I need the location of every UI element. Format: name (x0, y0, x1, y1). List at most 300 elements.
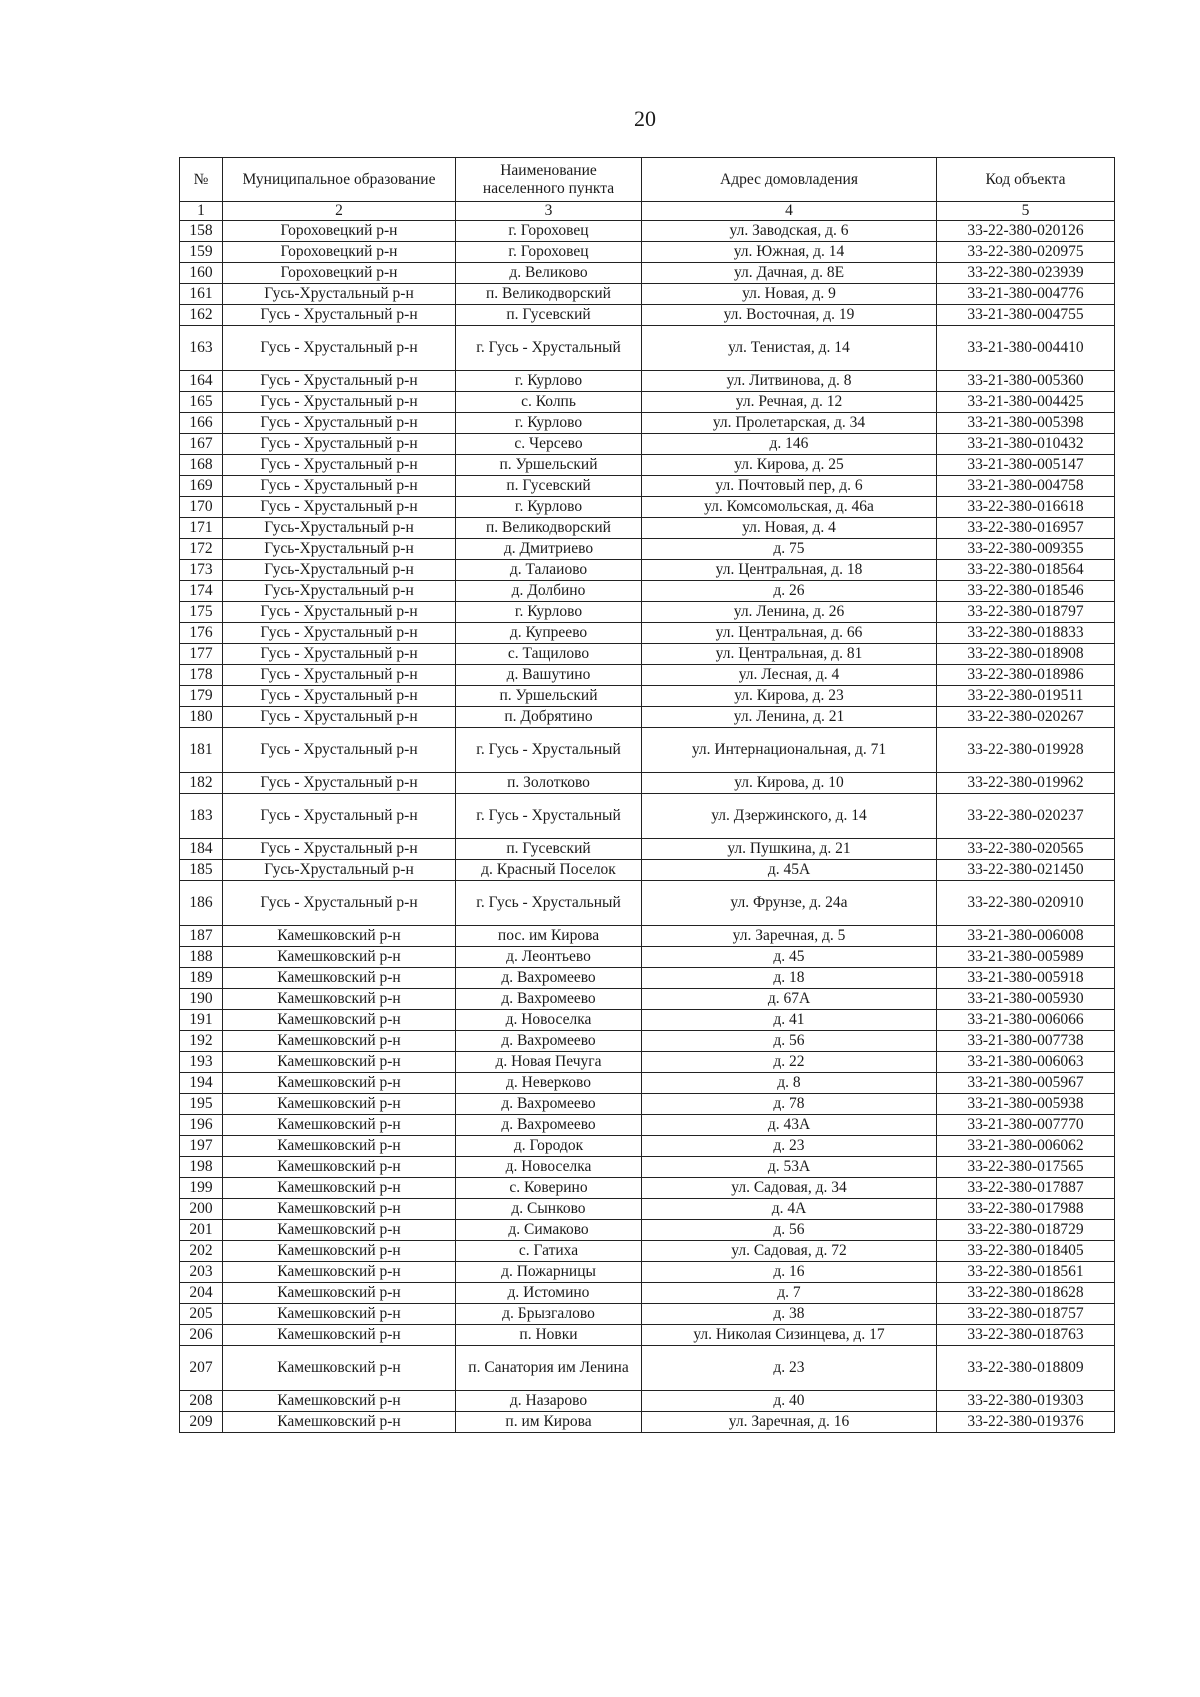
address-cell: ул. Новая, д. 9 (642, 284, 937, 305)
locality-cell: д. Назарово (456, 1391, 642, 1412)
table-row (180, 926, 1115, 947)
table-row (180, 1073, 1115, 1094)
object-code-cell: 33-21-380-006008 (937, 926, 1115, 947)
row-number-cell: 209 (180, 1412, 223, 1433)
address-cell: ул. Садовая, д. 72 (642, 1241, 937, 1262)
address-cell: д. 53А (642, 1157, 937, 1178)
row-number-cell: 206 (180, 1325, 223, 1346)
locality-cell: п. Гусевский (456, 476, 642, 497)
locality-cell: г. Курлово (456, 413, 642, 434)
address-cell: д. 78 (642, 1094, 937, 1115)
municipality-cell: Камешковский р-н (223, 1283, 456, 1304)
municipality-cell: Гусь - Хрустальный р-н (223, 371, 456, 392)
municipality-cell: Гусь - Хрустальный р-н (223, 326, 456, 371)
locality-cell: п. Уршельский (456, 455, 642, 476)
row-number-cell: 207 (180, 1346, 223, 1391)
locality-cell: д. Леонтьево (456, 947, 642, 968)
municipality-cell: Камешковский р-н (223, 1346, 456, 1391)
municipality-cell: Камешковский р-н (223, 1412, 456, 1433)
table-row (180, 1052, 1115, 1073)
table-row (180, 989, 1115, 1010)
row-number-cell: 186 (180, 881, 223, 926)
row-number-cell: 160 (180, 263, 223, 284)
row-number-cell: 166 (180, 413, 223, 434)
table-row (180, 728, 1115, 773)
municipality-cell: Камешковский р-н (223, 1178, 456, 1199)
locality-cell: д. Истомино (456, 1283, 642, 1304)
municipality-cell: Камешковский р-н (223, 1115, 456, 1136)
object-code-cell: 33-22-380-018405 (937, 1241, 1115, 1262)
address-cell: ул. Ленина, д. 26 (642, 602, 937, 623)
address-cell: д. 75 (642, 539, 937, 560)
locality-cell: п. им Кирова (456, 1412, 642, 1433)
table-row (180, 1010, 1115, 1031)
table-row (180, 860, 1115, 881)
table-row (180, 794, 1115, 839)
municipality-cell: Камешковский р-н (223, 1241, 456, 1262)
locality-cell: п. Золотково (456, 773, 642, 794)
object-code-cell: 33-22-380-017887 (937, 1178, 1115, 1199)
locality-cell: п. Уршельский (456, 686, 642, 707)
municipality-cell: Гусь - Хрустальный р-н (223, 839, 456, 860)
object-code-cell: 33-22-380-018797 (937, 602, 1115, 623)
address-cell: ул. Центральная, д. 18 (642, 560, 937, 581)
municipality-cell: Камешковский р-н (223, 968, 456, 989)
object-code-cell: 33-22-380-016618 (937, 497, 1115, 518)
object-code-cell: 33-21-380-007770 (937, 1115, 1115, 1136)
address-cell: д. 16 (642, 1262, 937, 1283)
municipality-cell: Гусь-Хрустальный р-н (223, 284, 456, 305)
row-number-cell: 196 (180, 1115, 223, 1136)
municipality-cell: Гороховецкий р-н (223, 263, 456, 284)
address-cell: ул. Интернациональная, д. 71 (642, 728, 937, 773)
address-cell: д. 22 (642, 1052, 937, 1073)
locality-cell: г. Гороховец (456, 221, 642, 242)
locality-cell: п. Санатория им Ленина (456, 1346, 642, 1391)
locality-cell: с. Гатиха (456, 1241, 642, 1262)
object-code-cell: 33-21-380-005938 (937, 1094, 1115, 1115)
table-row (180, 326, 1115, 371)
locality-cell: г. Гусь - Хрустальный (456, 794, 642, 839)
table-row (180, 707, 1115, 728)
header-row (180, 158, 1115, 202)
object-code-cell: 33-22-380-019962 (937, 773, 1115, 794)
page-number: 20 (634, 106, 656, 131)
municipality-cell: Гусь-Хрустальный р-н (223, 860, 456, 881)
table-row (180, 686, 1115, 707)
row-number-cell: 208 (180, 1391, 223, 1412)
table-row (180, 773, 1115, 794)
locality-cell: д. Вахромеево (456, 968, 642, 989)
locality-cell: д. Вахромеево (456, 1094, 642, 1115)
municipality-cell: Камешковский р-н (223, 1094, 456, 1115)
locality-cell: д. Вахромеево (456, 1115, 642, 1136)
column-number: 2 (223, 202, 456, 221)
address-cell: д. 18 (642, 968, 937, 989)
row-number-cell: 202 (180, 1241, 223, 1262)
table-row (180, 1283, 1115, 1304)
municipality-cell: Камешковский р-н (223, 1199, 456, 1220)
object-code-cell: 33-21-380-007738 (937, 1031, 1115, 1052)
municipality-cell: Камешковский р-н (223, 1391, 456, 1412)
address-cell: ул. Фрунзе, д. 24а (642, 881, 937, 926)
locality-cell: пос. им Кирова (456, 926, 642, 947)
table-row (180, 518, 1115, 539)
address-cell: д. 23 (642, 1346, 937, 1391)
locality-cell: д. Новоселка (456, 1010, 642, 1031)
row-number-cell: 194 (180, 1073, 223, 1094)
table-row (180, 1412, 1115, 1433)
municipality-cell: Камешковский р-н (223, 1031, 456, 1052)
municipality-cell: Гусь - Хрустальный р-н (223, 686, 456, 707)
object-code-cell: 33-21-380-005930 (937, 989, 1115, 1010)
object-code-cell: 33-22-380-018986 (937, 665, 1115, 686)
locality-cell: д. Городок (456, 1136, 642, 1157)
municipality-cell: Камешковский р-н (223, 1262, 456, 1283)
row-number-cell: 179 (180, 686, 223, 707)
locality-cell: д. Долбино (456, 581, 642, 602)
table-row (180, 1031, 1115, 1052)
locality-cell: д. Неверково (456, 1073, 642, 1094)
locality-cell: г. Гусь - Хрустальный (456, 326, 642, 371)
address-cell: ул. Новая, д. 4 (642, 518, 937, 539)
address-cell: ул. Комсомольская, д. 46а (642, 497, 937, 518)
address-cell: ул. Почтовый пер, д. 6 (642, 476, 937, 497)
address-cell: д. 146 (642, 434, 937, 455)
object-code-cell: 33-22-380-019376 (937, 1412, 1115, 1433)
address-cell: ул. Лесная, д. 4 (642, 665, 937, 686)
address-cell: ул. Кирова, д. 25 (642, 455, 937, 476)
address-cell: ул. Литвинова, д. 8 (642, 371, 937, 392)
locality-cell: г. Курлово (456, 371, 642, 392)
object-code-cell: 33-21-380-004410 (937, 326, 1115, 371)
table-row (180, 839, 1115, 860)
row-number-cell: 167 (180, 434, 223, 455)
row-number-cell: 200 (180, 1199, 223, 1220)
municipality-cell: Гороховецкий р-н (223, 242, 456, 263)
object-code-cell: 33-21-380-010432 (937, 434, 1115, 455)
object-code-cell: 33-22-380-016957 (937, 518, 1115, 539)
address-cell: ул. Восточная, д. 19 (642, 305, 937, 326)
object-code-cell: 33-22-380-019928 (937, 728, 1115, 773)
municipality-cell: Гусь-Хрустальный р-н (223, 518, 456, 539)
table-row (180, 665, 1115, 686)
locality-cell: с. Тащилово (456, 644, 642, 665)
municipality-cell: Гусь - Хрустальный р-н (223, 602, 456, 623)
municipality-cell: Гусь - Хрустальный р-н (223, 773, 456, 794)
municipality-cell: Гороховецкий р-н (223, 221, 456, 242)
address-cell: ул. Дачная, д. 8Е (642, 263, 937, 284)
row-number-cell: 205 (180, 1304, 223, 1325)
object-code-cell: 33-22-380-019303 (937, 1391, 1115, 1412)
row-number-cell: 188 (180, 947, 223, 968)
table-row (180, 221, 1115, 242)
locality-cell: д. Новоселка (456, 1157, 642, 1178)
municipality-cell: Гусь - Хрустальный р-н (223, 728, 456, 773)
object-code-cell: 33-22-380-018809 (937, 1346, 1115, 1391)
object-code-cell: 33-22-380-009355 (937, 539, 1115, 560)
municipality-cell: Гусь - Хрустальный р-н (223, 413, 456, 434)
table-row (180, 1136, 1115, 1157)
municipality-cell: Гусь - Хрустальный р-н (223, 881, 456, 926)
locality-cell: п. Гусевский (456, 839, 642, 860)
municipality-cell: Гусь - Хрустальный р-н (223, 794, 456, 839)
table-row (180, 1262, 1115, 1283)
row-number-cell: 198 (180, 1157, 223, 1178)
locality-cell: д. Вашутино (456, 665, 642, 686)
address-cell: ул. Дзержинского, д. 14 (642, 794, 937, 839)
column-number: 5 (937, 202, 1115, 221)
address-cell: д. 56 (642, 1220, 937, 1241)
table-row (180, 284, 1115, 305)
municipality-cell: Гусь-Хрустальный р-н (223, 560, 456, 581)
locality-cell: д. Красный Поселок (456, 860, 642, 881)
column-number: 1 (180, 202, 223, 221)
locality-cell: д. Вахромеево (456, 1031, 642, 1052)
row-number-cell: 182 (180, 773, 223, 794)
row-number-cell: 164 (180, 371, 223, 392)
object-code-cell: 33-21-380-005360 (937, 371, 1115, 392)
row-number-cell: 172 (180, 539, 223, 560)
row-number-cell: 199 (180, 1178, 223, 1199)
column-number: 3 (456, 202, 642, 221)
address-cell: д. 40 (642, 1391, 937, 1412)
locality-cell: п. Новки (456, 1325, 642, 1346)
row-number-cell: 176 (180, 623, 223, 644)
municipality-cell: Камешковский р-н (223, 947, 456, 968)
row-number-cell: 161 (180, 284, 223, 305)
address-cell: ул. Заречная, д. 5 (642, 926, 937, 947)
address-cell: ул. Заречная, д. 16 (642, 1412, 937, 1433)
locality-cell: д. Сынково (456, 1199, 642, 1220)
row-number-cell: 183 (180, 794, 223, 839)
table-row (180, 560, 1115, 581)
object-code-cell: 33-21-380-005147 (937, 455, 1115, 476)
row-number-cell: 163 (180, 326, 223, 371)
object-code-cell: 33-22-380-017565 (937, 1157, 1115, 1178)
locality-cell: г. Гороховец (456, 242, 642, 263)
table-row (180, 1325, 1115, 1346)
address-cell: д. 7 (642, 1283, 937, 1304)
object-code-cell: 33-22-380-020565 (937, 839, 1115, 860)
table-row (180, 305, 1115, 326)
locality-cell: п. Гусевский (456, 305, 642, 326)
row-number-cell: 178 (180, 665, 223, 686)
object-code-cell: 33-22-380-018908 (937, 644, 1115, 665)
address-cell: д. 45 (642, 947, 937, 968)
row-number-cell: 203 (180, 1262, 223, 1283)
locality-cell: д. Брызгалово (456, 1304, 642, 1325)
row-number-cell: 168 (180, 455, 223, 476)
municipality-cell: Камешковский р-н (223, 1157, 456, 1178)
municipality-cell: Камешковский р-н (223, 1073, 456, 1094)
locality-cell: д. Купреево (456, 623, 642, 644)
municipality-cell: Гусь - Хрустальный р-н (223, 707, 456, 728)
address-cell: ул. Южная, д. 14 (642, 242, 937, 263)
municipality-cell: Гусь - Хрустальный р-н (223, 455, 456, 476)
address-cell: д. 23 (642, 1136, 937, 1157)
object-code-cell: 33-22-380-018833 (937, 623, 1115, 644)
object-code-cell: 33-21-380-005967 (937, 1073, 1115, 1094)
table-row (180, 1220, 1115, 1241)
table-row (180, 434, 1115, 455)
object-code-cell: 33-22-380-018729 (937, 1220, 1115, 1241)
row-number-cell: 170 (180, 497, 223, 518)
municipality-cell: Камешковский р-н (223, 989, 456, 1010)
table-row (180, 413, 1115, 434)
address-cell: д. 38 (642, 1304, 937, 1325)
row-number-cell: 174 (180, 581, 223, 602)
table-row (180, 947, 1115, 968)
table-row (180, 644, 1115, 665)
locality-cell: г. Курлово (456, 602, 642, 623)
table-row (180, 1391, 1115, 1412)
header-address: Адрес домовладения (642, 158, 937, 202)
locality-cell: г. Гусь - Хрустальный (456, 728, 642, 773)
row-number-cell: 158 (180, 221, 223, 242)
municipality-cell: Камешковский р-н (223, 1325, 456, 1346)
column-number: 4 (642, 202, 937, 221)
row-number-cell: 191 (180, 1010, 223, 1031)
object-code-cell: 33-22-380-020267 (937, 707, 1115, 728)
object-code-cell: 33-21-380-006063 (937, 1052, 1115, 1073)
row-number-cell: 197 (180, 1136, 223, 1157)
municipality-cell: Гусь - Хрустальный р-н (223, 476, 456, 497)
object-code-cell: 33-21-380-006066 (937, 1010, 1115, 1031)
table-row (180, 476, 1115, 497)
municipality-cell: Гусь-Хрустальный р-н (223, 539, 456, 560)
object-code-cell: 33-21-380-004425 (937, 392, 1115, 413)
row-number-cell: 201 (180, 1220, 223, 1241)
object-code-cell: 33-22-380-023939 (937, 263, 1115, 284)
table-row (180, 539, 1115, 560)
locality-cell: п. Великодворский (456, 518, 642, 539)
municipality-cell: Гусь - Хрустальный р-н (223, 392, 456, 413)
header-municipality: Муниципальное образование (223, 158, 456, 202)
locality-cell: г. Курлово (456, 497, 642, 518)
address-cell: ул. Кирова, д. 10 (642, 773, 937, 794)
row-number-cell: 159 (180, 242, 223, 263)
address-cell: д. 56 (642, 1031, 937, 1052)
row-number-cell: 169 (180, 476, 223, 497)
table-body (180, 221, 1115, 1433)
object-code-cell: 33-22-380-020237 (937, 794, 1115, 839)
municipality-cell: Гусь - Хрустальный р-н (223, 623, 456, 644)
header-number: № (180, 158, 223, 202)
address-cell: д. 67А (642, 989, 937, 1010)
object-code-cell: 33-22-380-020975 (937, 242, 1115, 263)
address-cell: ул. Николая Сизинцева, д. 17 (642, 1325, 937, 1346)
locality-cell: д. Симаково (456, 1220, 642, 1241)
object-code-cell: 33-22-380-018561 (937, 1262, 1115, 1283)
locality-cell: с. Коверино (456, 1178, 642, 1199)
row-number-cell: 177 (180, 644, 223, 665)
address-cell: ул. Пролетарская, д. 34 (642, 413, 937, 434)
municipality-cell: Камешковский р-н (223, 1136, 456, 1157)
municipality-cell: Камешковский р-н (223, 1052, 456, 1073)
row-number-cell: 187 (180, 926, 223, 947)
address-cell: ул. Центральная, д. 66 (642, 623, 937, 644)
address-cell: ул. Речная, д. 12 (642, 392, 937, 413)
object-code-cell: 33-22-380-020910 (937, 881, 1115, 926)
table-row (180, 371, 1115, 392)
row-number-cell: 173 (180, 560, 223, 581)
table-row (180, 392, 1115, 413)
table-header (180, 158, 1115, 221)
address-cell: ул. Кирова, д. 23 (642, 686, 937, 707)
table-row (180, 1094, 1115, 1115)
row-number-cell: 189 (180, 968, 223, 989)
locality-cell: д. Великово (456, 263, 642, 284)
households-table (179, 157, 1115, 1433)
row-number-cell: 185 (180, 860, 223, 881)
table-row (180, 1346, 1115, 1391)
object-code-cell: 33-22-380-018546 (937, 581, 1115, 602)
object-code-cell: 33-21-380-005918 (937, 968, 1115, 989)
locality-cell: с. Черсево (456, 434, 642, 455)
locality-cell: д. Дмитриево (456, 539, 642, 560)
municipality-cell: Гусь - Хрустальный р-н (223, 434, 456, 455)
row-number-cell: 184 (180, 839, 223, 860)
row-number-cell: 175 (180, 602, 223, 623)
address-cell: ул. Садовая, д. 34 (642, 1178, 937, 1199)
row-number-cell: 195 (180, 1094, 223, 1115)
object-code-cell: 33-22-380-018763 (937, 1325, 1115, 1346)
row-number-cell: 193 (180, 1052, 223, 1073)
object-code-cell: 33-22-380-020126 (937, 221, 1115, 242)
object-code-cell: 33-22-380-019511 (937, 686, 1115, 707)
object-code-cell: 33-22-380-018564 (937, 560, 1115, 581)
locality-cell: д. Новая Печуга (456, 1052, 642, 1073)
table-row (180, 1178, 1115, 1199)
table-row (180, 242, 1115, 263)
row-number-cell: 180 (180, 707, 223, 728)
locality-cell: г. Гусь - Хрустальный (456, 881, 642, 926)
address-cell: д. 43А (642, 1115, 937, 1136)
table-row (180, 1199, 1115, 1220)
object-code-cell: 33-22-380-021450 (937, 860, 1115, 881)
address-cell: ул. Пушкина, д. 21 (642, 839, 937, 860)
table-row (180, 263, 1115, 284)
address-cell: д. 26 (642, 581, 937, 602)
object-code-cell: 33-21-380-005989 (937, 947, 1115, 968)
row-number-cell: 162 (180, 305, 223, 326)
table-row (180, 1115, 1115, 1136)
object-code-cell: 33-21-380-004776 (937, 284, 1115, 305)
header-locality: Наименование населенного пункта (456, 158, 642, 202)
address-cell: д. 8 (642, 1073, 937, 1094)
locality-cell: д. Талаиово (456, 560, 642, 581)
address-cell: ул. Центральная, д. 81 (642, 644, 937, 665)
object-code-cell: 33-21-380-005398 (937, 413, 1115, 434)
locality-cell: д. Пожарницы (456, 1262, 642, 1283)
table-row (180, 497, 1115, 518)
row-number-cell: 190 (180, 989, 223, 1010)
table-row (180, 1157, 1115, 1178)
object-code-cell: 33-22-380-018757 (937, 1304, 1115, 1325)
locality-cell: п. Добрятино (456, 707, 642, 728)
locality-cell: п. Великодворский (456, 284, 642, 305)
municipality-cell: Камешковский р-н (223, 1010, 456, 1031)
municipality-cell: Гусь - Хрустальный р-н (223, 305, 456, 326)
municipality-cell: Камешковский р-н (223, 926, 456, 947)
municipality-cell: Гусь - Хрустальный р-н (223, 665, 456, 686)
address-cell: ул. Ленина, д. 21 (642, 707, 937, 728)
row-number-cell: 204 (180, 1283, 223, 1304)
object-code-cell: 33-21-380-004758 (937, 476, 1115, 497)
locality-cell: с. Колпь (456, 392, 642, 413)
row-number-cell: 181 (180, 728, 223, 773)
